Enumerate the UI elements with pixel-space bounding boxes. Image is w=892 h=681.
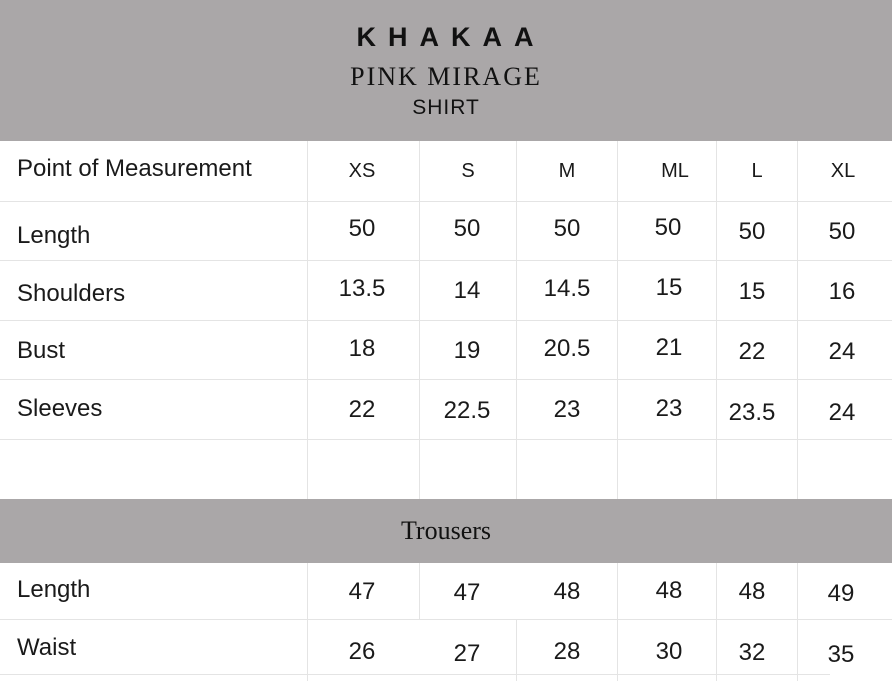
cell-trouser-length-ml: 48 xyxy=(655,577,683,604)
cell-length-ml: 50 xyxy=(654,214,682,241)
size-header-m: M xyxy=(558,160,576,182)
cell-length-xs: 50 xyxy=(348,215,376,242)
cell-bust-s: 19 xyxy=(453,337,481,364)
row-divider xyxy=(0,201,892,202)
row-label-shoulders: Shoulders xyxy=(17,280,126,307)
col-divider xyxy=(516,619,517,681)
col-divider xyxy=(419,141,420,499)
col-divider xyxy=(797,563,798,681)
cell-waist-l: 32 xyxy=(738,639,766,666)
cell-sleeves-xl: 24 xyxy=(828,399,856,426)
row-divider xyxy=(0,619,892,620)
cell-sleeves-m: 23 xyxy=(553,396,581,423)
cell-bust-xs: 18 xyxy=(348,335,376,362)
cell-trouser-length-l: 48 xyxy=(738,578,766,605)
row-divider xyxy=(0,379,892,380)
col-divider xyxy=(617,563,618,681)
size-header-l: L xyxy=(751,160,763,182)
row-label-bust: Bust xyxy=(17,337,66,364)
cell-trouser-length-m: 48 xyxy=(553,578,581,605)
cell-shoulders-m: 14.5 xyxy=(543,275,591,302)
row-label-waist: Waist xyxy=(17,634,77,661)
cell-shoulders-xs: 13.5 xyxy=(338,275,386,302)
col-divider xyxy=(307,141,308,499)
cell-sleeves-s: 22.5 xyxy=(443,397,491,424)
cell-shoulders-s: 14 xyxy=(453,277,481,304)
cell-trouser-length-xl: 49 xyxy=(827,580,855,607)
garment-subtitle: SHIRT xyxy=(412,96,480,119)
size-header-xs: XS xyxy=(348,160,376,182)
col-divider xyxy=(716,563,717,681)
cell-length-m: 50 xyxy=(553,215,581,242)
row-label-sleeves: Sleeves xyxy=(17,395,103,422)
trousers-section-title: Trousers xyxy=(400,516,492,545)
row-divider xyxy=(0,320,892,321)
cell-bust-ml: 21 xyxy=(655,334,683,361)
collection-title: PINK MIRAGE xyxy=(350,62,542,91)
row-label-length: Length xyxy=(17,222,91,249)
cell-shoulders-l: 15 xyxy=(738,278,766,305)
cell-waist-ml: 30 xyxy=(655,638,683,665)
row-divider xyxy=(0,260,892,261)
cell-trouser-length-s: 47 xyxy=(453,579,481,606)
cell-waist-m: 28 xyxy=(553,638,581,665)
col-divider xyxy=(617,141,618,499)
cell-bust-xl: 24 xyxy=(828,338,856,365)
cell-length-l: 50 xyxy=(738,218,766,245)
cell-waist-xs: 26 xyxy=(348,638,376,665)
cell-waist-xl: 35 xyxy=(827,641,855,668)
cell-shoulders-ml: 15 xyxy=(655,274,683,301)
measurement-column-header: Point of Measurement xyxy=(17,155,252,182)
cell-trouser-length-xs: 47 xyxy=(348,578,376,605)
cell-shoulders-xl: 16 xyxy=(828,278,856,305)
row-label-trouser-length: Length xyxy=(17,576,91,603)
cell-bust-l: 22 xyxy=(738,338,766,365)
cell-sleeves-xs: 22 xyxy=(348,396,376,423)
cell-sleeves-ml: 23 xyxy=(655,395,683,422)
col-divider xyxy=(797,141,798,499)
col-divider xyxy=(516,141,517,499)
row-divider xyxy=(0,674,830,675)
cell-waist-s: 27 xyxy=(453,640,481,667)
row-divider xyxy=(0,439,892,440)
size-header-xl: XL xyxy=(830,160,856,182)
col-divider xyxy=(419,563,420,619)
size-header-ml: ML xyxy=(661,160,689,182)
brand-logo-text: KHAKAA xyxy=(356,22,546,52)
col-divider xyxy=(307,563,308,681)
col-divider xyxy=(716,141,717,499)
size-header-s: S xyxy=(461,160,475,182)
cell-length-s: 50 xyxy=(453,215,481,242)
cell-length-xl: 50 xyxy=(828,218,856,245)
cell-bust-m: 20.5 xyxy=(543,335,591,362)
cell-sleeves-l: 23.5 xyxy=(728,399,776,426)
